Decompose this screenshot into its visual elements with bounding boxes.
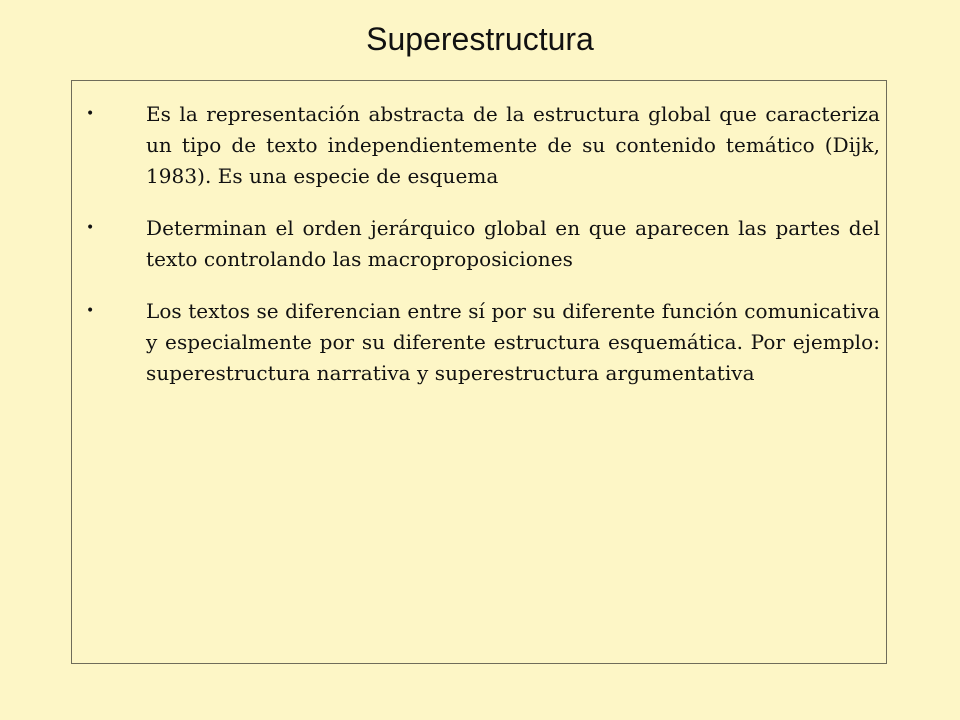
- content-box: [71, 80, 887, 664]
- bullet-text: Es la representación abstracta de la estructura global que caracteriza un tipo de texto independientemente de su contenido temático (Dijk, 1983). Es una especie de esquema: [146, 102, 880, 188]
- bullet-list: [72, 99, 886, 410]
- bullet-item: [72, 296, 886, 389]
- bullet-text: Determinan el orden jerárquico global en que aparecen las partes del texto controlando las macroproposiciones: [146, 216, 880, 271]
- bullet-icon: •: [86, 303, 95, 319]
- slide-title: Superestructura: [366, 21, 594, 57]
- bullet-text: Los textos se diferencian entre sí por su diferente función comunicativa y especialmente por su diferente estructura esquemática. Por ejemplo: superestructura narrativa y superestructura argumentativa: [146, 299, 880, 385]
- bullet-item: [72, 213, 886, 275]
- bullet-icon: •: [86, 106, 95, 122]
- bullet-item: [72, 99, 886, 192]
- bullet-icon: •: [86, 220, 95, 236]
